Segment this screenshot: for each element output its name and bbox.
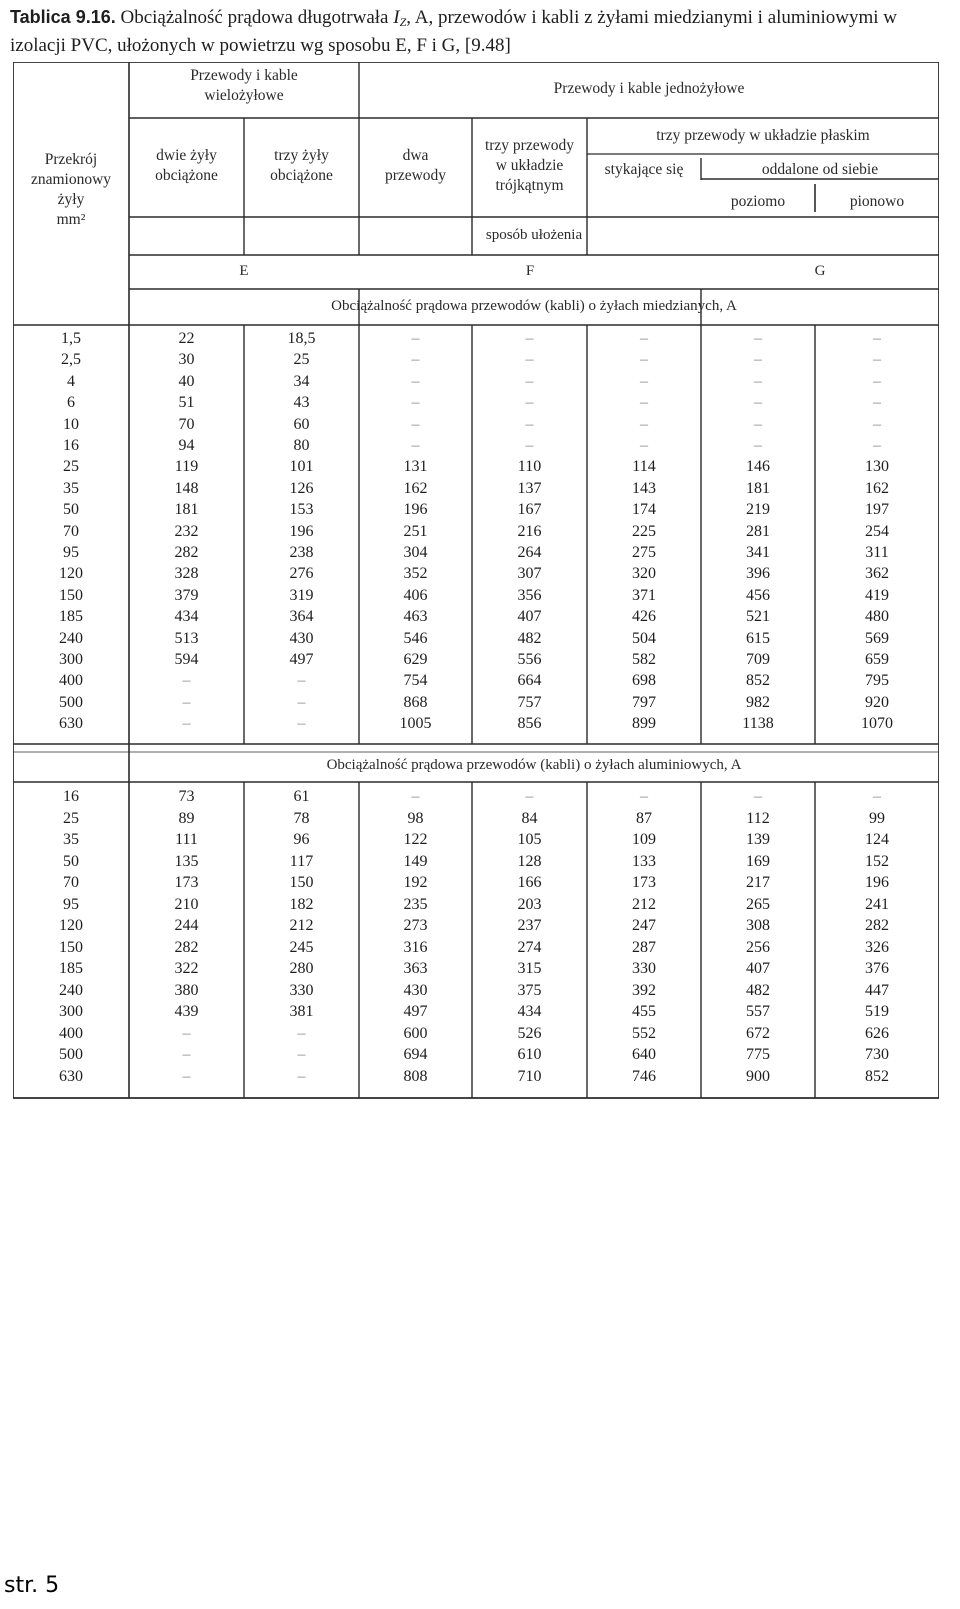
table-cell-cross-section: 25 xyxy=(63,458,79,476)
table-cell-value: 105 xyxy=(517,831,542,848)
header-stykajace: stykające się xyxy=(604,161,684,178)
table-cell-value: 730 xyxy=(865,1046,889,1063)
table-cell-value: 709 xyxy=(746,651,770,668)
table-cell-value: 356 xyxy=(517,586,542,604)
table-cell-cross-section: 70 xyxy=(63,522,79,540)
table-cell-value: 203 xyxy=(517,895,542,913)
table-cell-value: 87 xyxy=(636,809,652,827)
table-cell-value: 320 xyxy=(632,565,656,583)
table-cell-value: 130 xyxy=(865,458,889,476)
table-cell-value: 281 xyxy=(746,522,770,540)
table-cell-value: 352 xyxy=(403,565,428,583)
table-cell-value: 219 xyxy=(746,501,770,519)
table-cell-value: 256 xyxy=(746,938,770,956)
header-wielozylowe: Przewody i kable xyxy=(190,67,298,84)
table-cell-value: 480 xyxy=(865,608,889,626)
table-cell-value: 852 xyxy=(746,672,770,690)
table-cell-cross-section: 35 xyxy=(63,479,79,497)
table-cell-value: 78 xyxy=(293,809,310,827)
table-cell-cross-section: 240 xyxy=(59,629,83,647)
table-cell-value: 569 xyxy=(865,629,889,647)
table-cell-value: 247 xyxy=(632,917,656,934)
table-cell-value: 96 xyxy=(293,831,310,848)
table-cell-value: 162 xyxy=(403,479,428,497)
table-cell-value: 40 xyxy=(178,372,195,390)
table-cell-value: 380 xyxy=(174,981,199,999)
table-cell-value: 775 xyxy=(746,1046,770,1063)
table-cell-value: 754 xyxy=(403,672,428,690)
table-cell-cross-section: 630 xyxy=(59,1067,83,1085)
table-cell-value: 315 xyxy=(517,960,542,977)
table-cell-value: 126 xyxy=(289,479,314,497)
table-cell-value: 497 xyxy=(289,651,314,668)
table-cell-value: 852 xyxy=(865,1067,889,1085)
table-cell-value: 238 xyxy=(289,544,314,561)
table-cell-value: 110 xyxy=(517,458,542,476)
table-cell-value: – xyxy=(297,672,306,690)
table-cell-value: 111 xyxy=(175,831,198,848)
table-cell-cross-section: 150 xyxy=(59,586,83,604)
table-cell-value: 94 xyxy=(178,437,195,454)
table-cell-value: 117 xyxy=(289,852,314,870)
caption-text-1: Obciążalność prądowa długotrwała xyxy=(115,7,394,28)
table-cell-value: 101 xyxy=(289,458,314,476)
table-cell-value: 133 xyxy=(632,852,656,870)
table-cell-value: 419 xyxy=(865,586,889,604)
table-cell-value: 80 xyxy=(293,437,310,454)
table-cell-value: – xyxy=(640,351,648,369)
table-cell-cross-section: 120 xyxy=(59,917,83,934)
header-trzy-zyly: obciążone xyxy=(270,167,333,184)
table-cell-value: 124 xyxy=(865,831,889,848)
table-cell-cross-section: 300 xyxy=(59,1003,83,1020)
table-cell-value: – xyxy=(754,351,762,369)
header-trzy-zyly: trzy żyły xyxy=(274,147,329,164)
table-cell-value: 282 xyxy=(174,938,199,956)
table-cell-value: 139 xyxy=(746,831,770,848)
table-cell-value: 1005 xyxy=(399,715,432,733)
table-cell-value: 362 xyxy=(865,565,889,583)
table-cell-value: 308 xyxy=(746,917,770,934)
table-cell-cross-section: 400 xyxy=(59,672,83,690)
table-cell-value: 497 xyxy=(403,1003,428,1020)
header-wielozylowe: wielożyłowe xyxy=(204,87,284,104)
table-cell-value: 210 xyxy=(174,895,199,913)
table-cell-value: 392 xyxy=(632,981,656,999)
table-cell-value: 114 xyxy=(632,458,656,476)
table-cell-value: 225 xyxy=(632,522,656,540)
table-cell-value: – xyxy=(182,1067,191,1085)
caption-symbol-subscript: Z xyxy=(399,15,407,29)
table-cell-value: 51 xyxy=(178,394,195,412)
header-sposob: sposób ułożenia xyxy=(485,227,583,243)
table-cell-cross-section: 150 xyxy=(59,938,83,956)
table-cell-value: – xyxy=(754,788,762,805)
table-cell-value: – xyxy=(754,394,762,412)
table-cell-value: 552 xyxy=(632,1024,656,1042)
table-cell-value: – xyxy=(873,788,881,805)
header-pionowo: pionowo xyxy=(849,193,905,210)
table-cell-value: 504 xyxy=(632,629,656,647)
table-cell-value: 326 xyxy=(865,938,889,956)
table-cell-value: 746 xyxy=(632,1067,656,1085)
table-cell-value: – xyxy=(525,351,534,369)
table-cell-value: 379 xyxy=(174,586,199,604)
table-cell-value: 1070 xyxy=(861,715,893,733)
table-cell-value: 112 xyxy=(746,809,770,827)
header-dwa-przewody: przewody xyxy=(384,167,447,184)
table-cell-value: 196 xyxy=(403,501,428,519)
table-cell-value: 330 xyxy=(289,981,314,999)
table-cell-value: 251 xyxy=(403,522,428,540)
table-cell-value: 330 xyxy=(632,960,656,977)
table-cell-value: – xyxy=(640,394,648,412)
table-cell-value: 556 xyxy=(517,651,542,668)
header-dwie-zyly: obciążone xyxy=(155,167,218,184)
table-cell-value: 254 xyxy=(865,522,889,540)
table-cell-value: 557 xyxy=(746,1003,770,1020)
table-cell-value: – xyxy=(640,437,648,454)
table-cell-value: 181 xyxy=(746,479,770,497)
table-cell-value: – xyxy=(525,788,534,805)
table-cell-value: – xyxy=(182,1046,191,1063)
caption-text-2: , A, przewodów i kabli z żyłami miedzianymi i aluminiowymi w izolacji PVC, ułożonych w powietrzu wg sposobu E, F i G, [9.48] xyxy=(10,7,897,56)
table-cell-value: 276 xyxy=(289,565,314,583)
table-cell-value: – xyxy=(873,372,881,390)
table-cell-value: – xyxy=(297,1046,306,1063)
table-cell-value: 197 xyxy=(865,501,889,519)
table-cell-value: 664 xyxy=(517,672,542,690)
table-cell-value: 434 xyxy=(174,608,199,626)
table-cell-value: – xyxy=(873,351,881,369)
table-cell-value: 264 xyxy=(517,544,542,561)
table-cell-value: – xyxy=(525,415,534,433)
table-cell-value: 131 xyxy=(403,458,428,476)
table-cell-value: – xyxy=(873,437,881,454)
table-cell-cross-section: 25 xyxy=(63,809,79,827)
table-cell-value: 287 xyxy=(632,938,656,956)
header-oddalone: oddalone od siebie xyxy=(761,161,879,178)
table-cell-value: 406 xyxy=(403,586,428,604)
header-przekroj-line: Przekrój xyxy=(44,151,98,168)
table-cell-value: 212 xyxy=(289,917,314,934)
table-cell-value: 322 xyxy=(174,960,199,977)
table-cell-value: 174 xyxy=(632,501,656,519)
caption-symbol: I xyxy=(393,7,400,28)
table-cell-value: 119 xyxy=(174,458,199,476)
table-cell-value: 73 xyxy=(178,788,195,805)
table-cell-value: 182 xyxy=(289,895,314,913)
table-cell-value: 150 xyxy=(289,874,314,891)
table-cell-value: 856 xyxy=(517,715,542,733)
table-cell-value: 146 xyxy=(746,458,770,476)
table-cell-value: – xyxy=(525,372,534,390)
table-cell-value: 196 xyxy=(865,874,889,891)
table-cell-cross-section: 120 xyxy=(59,565,83,583)
table-cell-cross-section: 4 xyxy=(67,372,75,390)
table-cell-value: – xyxy=(873,394,881,412)
table-cell-value: 982 xyxy=(746,693,770,711)
table-cell-cross-section: 2,5 xyxy=(61,351,81,369)
header-dwie-zyly: dwie żyły xyxy=(156,147,217,164)
table-cell-value: 364 xyxy=(289,608,314,626)
table-cell-value: – xyxy=(297,1067,306,1085)
table-cell-value: 594 xyxy=(174,651,199,668)
header-przekroj-line: żyły xyxy=(57,191,85,208)
table-cell-value: 84 xyxy=(521,809,538,827)
table-cell-value: 237 xyxy=(517,917,542,934)
header-przekroj-line: mm² xyxy=(56,211,86,228)
table-cell-value: 795 xyxy=(865,672,889,690)
table-cell-value: – xyxy=(182,672,191,690)
table-cell-cross-section: 240 xyxy=(59,981,83,999)
table-cell-cross-section: 50 xyxy=(63,501,79,519)
table-cell-value: 25 xyxy=(293,351,310,369)
table-cell-value: – xyxy=(182,715,191,733)
header-aluminium-title: Obciążalność prądowa przewodów (kabli) o żyłach aluminiowych, A xyxy=(326,757,742,773)
table-cell-value: – xyxy=(411,330,420,347)
table-cell-value: 1138 xyxy=(742,715,774,733)
table-cell-cross-section: 95 xyxy=(63,544,79,561)
table-cell-value: – xyxy=(754,437,762,454)
header-plaski: trzy przewody w układzie płaskim xyxy=(656,127,870,144)
header-method-G: G xyxy=(814,263,826,279)
table-cell-value: – xyxy=(411,437,420,454)
table-cell-value: 434 xyxy=(517,1003,542,1020)
table-cell-value: 407 xyxy=(746,960,770,977)
table-cell-value: 328 xyxy=(174,565,199,583)
table-cell-value: – xyxy=(525,330,534,347)
table-cell-value: 122 xyxy=(403,831,428,848)
table-cell-value: 99 xyxy=(869,809,885,827)
table-cell-value: 456 xyxy=(746,586,770,604)
table-cell-value: 192 xyxy=(403,874,428,891)
header-przekroj-line: znamionowy xyxy=(30,171,112,188)
table-cell-value: 526 xyxy=(517,1024,542,1042)
table-cell-value: 216 xyxy=(517,522,542,540)
table-cell-value: 61 xyxy=(293,788,310,805)
table-cell-cross-section: 630 xyxy=(59,715,83,733)
table-cell-value: 196 xyxy=(289,522,314,540)
table-cell-cross-section: 70 xyxy=(63,874,79,891)
table-cell-cross-section: 185 xyxy=(59,960,83,977)
table-cell-value: – xyxy=(754,415,762,433)
table-cell-value: 98 xyxy=(407,809,424,827)
table-cell-value: 659 xyxy=(865,651,889,668)
header-trojkatny: trójkątnym xyxy=(495,177,564,194)
table-cell-cross-section: 16 xyxy=(63,437,79,454)
table-cell-value: 169 xyxy=(746,852,770,870)
table-cell-value: 70 xyxy=(178,415,195,433)
table-cell-value: 430 xyxy=(289,629,314,647)
table-cell-value: 868 xyxy=(403,693,428,711)
table-cell-cross-section: 95 xyxy=(63,895,79,913)
table-cell-value: – xyxy=(525,394,534,412)
table-cell-value: 600 xyxy=(403,1024,428,1042)
table-cell-value: 521 xyxy=(746,608,770,626)
table-cell-value: 173 xyxy=(174,874,199,891)
table-cell-value: 149 xyxy=(403,852,428,870)
table-cell-value: 582 xyxy=(632,651,656,668)
table-cell-value: 899 xyxy=(632,715,656,733)
table-cell-value: 109 xyxy=(632,831,656,848)
header-dwa-przewody: dwa xyxy=(402,147,429,164)
header-method-F: F xyxy=(525,263,535,279)
table-cell-value: 371 xyxy=(632,586,656,604)
table-cell-value: 375 xyxy=(517,981,542,999)
table-cell-value: 148 xyxy=(174,479,199,497)
table-cell-value: 426 xyxy=(632,608,656,626)
table-cell-value: – xyxy=(525,437,534,454)
table-cell-value: – xyxy=(640,330,648,347)
table-cell-value: 519 xyxy=(865,1003,889,1020)
table-cell-value: – xyxy=(297,693,306,711)
table-cell-value: 615 xyxy=(746,629,770,647)
header-method-E: E xyxy=(239,263,249,279)
table-cell-value: 43 xyxy=(293,394,310,412)
table-cell-value: 217 xyxy=(746,874,770,891)
table-cell-value: 341 xyxy=(746,544,770,561)
table-cell-value: – xyxy=(297,715,306,733)
table-cell-value: 319 xyxy=(289,586,314,604)
table-cell-value: 311 xyxy=(865,544,889,561)
table-cell-value: 672 xyxy=(746,1024,770,1042)
ampacity-table xyxy=(13,62,939,1102)
table-cell-value: 143 xyxy=(632,479,656,497)
table-cell-value: 757 xyxy=(517,693,542,711)
table-cell-value: 455 xyxy=(632,1003,656,1020)
table-cell-cross-section: 500 xyxy=(59,1046,83,1063)
header-trojkatny: trzy przewody xyxy=(484,137,575,154)
table-cell-value: 34 xyxy=(293,372,310,390)
table-cell-value: 282 xyxy=(174,544,199,561)
table-cell-value: 363 xyxy=(403,960,428,977)
table-cell-value: 629 xyxy=(403,651,428,668)
table-number: Tablica 9.16. xyxy=(10,7,116,27)
table-cell-value: – xyxy=(640,788,648,805)
table-cell-value: 135 xyxy=(174,852,199,870)
table-cell-value: 235 xyxy=(403,895,428,913)
table-cell-value: – xyxy=(411,788,420,805)
table-cell-value: 430 xyxy=(403,981,428,999)
table-cell-value: 546 xyxy=(403,629,428,647)
table-cell-value: 900 xyxy=(746,1067,770,1085)
table-cell-value: 381 xyxy=(289,1003,314,1020)
table-cell-value: 304 xyxy=(403,544,428,561)
table-cell-value: 797 xyxy=(632,693,656,711)
table-cell-value: 212 xyxy=(632,895,656,913)
table-cell-value: 920 xyxy=(865,693,889,711)
header-jednozylowe: Przewody i kable jednożyłowe xyxy=(553,80,745,97)
table-cell-value: 698 xyxy=(632,672,656,690)
table-cell-value: 280 xyxy=(289,960,314,977)
table-cell-value: 610 xyxy=(517,1046,542,1063)
table-cell-value: 153 xyxy=(289,501,314,519)
table-cell-value: 137 xyxy=(517,479,542,497)
table-cell-value: – xyxy=(873,415,881,433)
table-cell-cross-section: 50 xyxy=(63,852,79,870)
table-cell-value: 376 xyxy=(865,960,889,977)
table-cell-value: – xyxy=(873,330,881,347)
table-cell-value: 482 xyxy=(746,981,770,999)
table-cell-cross-section: 16 xyxy=(63,788,79,805)
table-cell-value: 273 xyxy=(403,917,428,934)
table-cell-value: – xyxy=(640,372,648,390)
table-cell-value: – xyxy=(182,1024,191,1042)
table-cell-value: – xyxy=(411,394,420,412)
table-cell-value: 232 xyxy=(174,522,199,540)
table-cell-value: 447 xyxy=(865,981,889,999)
table-cell-value: 274 xyxy=(517,938,542,956)
table-cell-value: 18,5 xyxy=(287,330,316,347)
table-cell-value: 694 xyxy=(403,1046,428,1063)
table-cell-value: – xyxy=(640,415,648,433)
table-cell-value: 439 xyxy=(174,1003,199,1020)
table-cell-value: – xyxy=(411,415,420,433)
table-cell-value: 244 xyxy=(174,917,199,934)
table-cell-value: – xyxy=(297,1024,306,1042)
table-cell-value: 396 xyxy=(746,565,770,583)
table-cell-value: 152 xyxy=(865,852,889,870)
table-cell-value: 60 xyxy=(293,415,310,433)
table-cell-value: 166 xyxy=(517,874,542,891)
table-cell-value: 181 xyxy=(174,501,199,519)
table-cell-value: 22 xyxy=(178,330,195,347)
table-cell-value: 513 xyxy=(174,629,199,647)
header-copper-title: Obciążalność prądowa przewodów (kabli) o żyłach miedzianych, A xyxy=(331,298,737,314)
table-cell-value: 245 xyxy=(289,938,314,956)
table-cell-value: – xyxy=(754,372,762,390)
header-poziomo: poziomo xyxy=(730,193,786,210)
table-cell-value: – xyxy=(411,372,420,390)
header-trojkatny: w układzie xyxy=(495,157,564,174)
table-cell-value: – xyxy=(182,693,191,711)
page-number: str. 5 xyxy=(4,1573,60,1598)
table-cell-value: 316 xyxy=(403,938,428,956)
table-cell-value: 407 xyxy=(517,608,542,626)
table-cell-cross-section: 1,5 xyxy=(61,330,81,347)
table-cell-value: 30 xyxy=(178,351,195,369)
table-cell-cross-section: 300 xyxy=(59,651,83,668)
table-cell-value: 162 xyxy=(865,479,889,497)
table-cell-value: 640 xyxy=(632,1046,656,1063)
table-cell-cross-section: 500 xyxy=(59,693,83,711)
table-cell-value: – xyxy=(411,351,420,369)
table-cell-cross-section: 6 xyxy=(67,394,75,412)
table-cell-value: 307 xyxy=(517,565,542,583)
table-cell-value: 282 xyxy=(865,917,889,934)
table-caption xyxy=(10,6,940,57)
table-cell-value: 241 xyxy=(865,895,889,913)
table-cell-value: 167 xyxy=(517,501,542,519)
table-cell-value: 265 xyxy=(746,895,770,913)
table-cell-cross-section: 400 xyxy=(59,1024,83,1042)
table-cell-value: 463 xyxy=(403,608,428,626)
table-cell-value: 128 xyxy=(517,852,542,870)
table-cell-value: 626 xyxy=(865,1024,889,1042)
table-cell-value: 275 xyxy=(632,544,656,561)
table-cell-value: – xyxy=(754,330,762,347)
table-cell-value: 710 xyxy=(517,1067,542,1085)
table-cell-cross-section: 185 xyxy=(59,608,83,626)
table-cell-cross-section: 35 xyxy=(63,831,79,848)
table-cell-value: 482 xyxy=(517,629,542,647)
table-cell-cross-section: 10 xyxy=(63,415,79,433)
table-cell-value: 808 xyxy=(403,1067,428,1085)
table-cell-value: 89 xyxy=(178,809,195,827)
table-cell-value: 173 xyxy=(632,874,656,891)
